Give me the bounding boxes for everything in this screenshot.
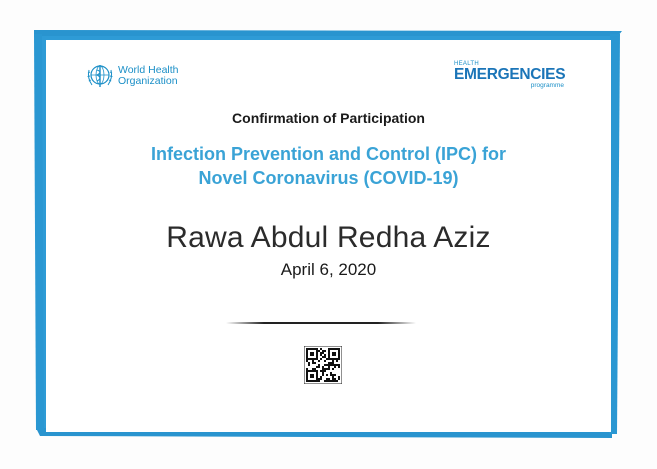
who-emblem-icon: [86, 62, 114, 90]
who-logo-line2: Organization: [118, 75, 178, 87]
course-title: [0, 142, 657, 190]
who-logo: [86, 62, 179, 90]
he-logo-small-text: HEALTH: [454, 61, 480, 67]
qr-code-icon[interactable]: [304, 346, 342, 384]
participant-name: Rawa Abdul Redha Aziz: [166, 221, 491, 254]
he-logo-programme-text: programme: [530, 82, 564, 89]
he-logo-main-text: EMERGENCIES: [454, 66, 566, 83]
certificate-date: April 6, 2020: [280, 260, 377, 279]
certificate-heading: Confirmation of Participation: [232, 110, 425, 126]
signature-line: [226, 322, 416, 324]
course-title-line1: Infection Prevention and Control (IPC) for: [151, 144, 506, 164]
who-logo-text: [118, 65, 179, 87]
health-emergencies-logo: [454, 61, 572, 89]
course-title-line2: Novel Coronavirus (COVID-19): [198, 168, 459, 188]
who-logo-line1: World Health: [118, 64, 179, 76]
